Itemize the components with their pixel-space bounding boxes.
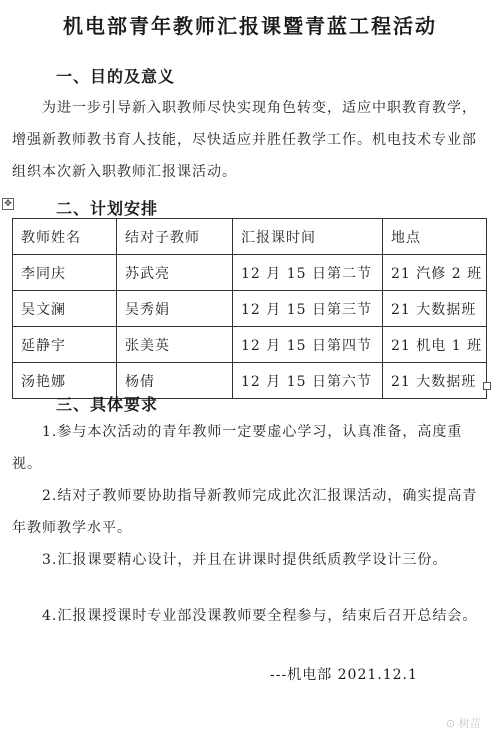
table-cell: 21 大数据班 — [383, 363, 487, 399]
table-cell: 吴文澜 — [13, 291, 117, 327]
table-cell: 12 月 15 日第六节 — [233, 363, 383, 399]
table-resize-handle[interactable] — [483, 382, 491, 390]
section-1-body: 为进一步引导新入职教师尽快实现角色转变，适应中职教育教学，增强新教师教书育人技能，尽快适应并胜任教学工作。机电技术专业部组织本次新入职教师汇报课活动。 — [12, 100, 477, 180]
table-cell: 21 大数据班 — [383, 291, 487, 327]
header-cell: 地点 — [383, 219, 487, 255]
section-3-heading: 三、具体要求 — [56, 395, 159, 414]
table-row — [13, 291, 487, 327]
requirement-item-3: 3.汇报课要精心设计，并且在讲课时提供纸质教学设计三份。 — [42, 552, 448, 568]
table-cell: 延静宇 — [13, 327, 117, 363]
table-cell: 12 月 15 日第二节 — [233, 255, 383, 291]
header-cell: 汇报课时间 — [233, 219, 383, 255]
table-cell: 12 月 15 日第三节 — [233, 291, 383, 327]
table-cell: 张美英 — [117, 327, 233, 363]
requirement-item-1: 1.参与本次活动的青年教师一定要虚心学习，认真准备，高度重视。 — [12, 424, 463, 472]
header-cell: 结对子教师 — [117, 219, 233, 255]
section-2-heading: 二、计划安排 — [56, 199, 159, 218]
table-cell: 李同庆 — [13, 255, 117, 291]
table-cell: 苏武亮 — [117, 255, 233, 291]
document-title: 机电部青年教师汇报课暨青蓝工程活动 — [63, 14, 437, 38]
table-cell: 吴秀娟 — [117, 291, 233, 327]
section-1-heading: 一、目的及意义 — [56, 67, 176, 86]
schedule-table — [12, 218, 487, 399]
requirement-item-2: 2.结对子教师要协助指导新教师完成此次汇报课活动，确实提高青年教师教学水平。 — [12, 488, 478, 536]
signature-line: ---机电部 2021.12.1 — [270, 667, 418, 683]
watermark: ⊙ 树苗 — [446, 717, 481, 730]
table-cell: 21 机电 1 班 — [383, 327, 487, 363]
table-cell: 21 汽修 2 班 — [383, 255, 487, 291]
table-cell: 12 月 15 日第四节 — [233, 327, 383, 363]
table-cell: 杨倩 — [117, 363, 233, 399]
table-move-handle-icon[interactable]: ✥ — [2, 198, 14, 210]
table-row — [13, 327, 487, 363]
header-cell: 教师姓名 — [13, 219, 117, 255]
table-row — [13, 255, 487, 291]
table-header-row — [13, 219, 487, 255]
table-cell: 汤艳娜 — [13, 363, 117, 399]
requirement-item-4: 4.汇报课授课时专业部没课教师要全程参与，结束后召开总结会。 — [42, 608, 478, 624]
